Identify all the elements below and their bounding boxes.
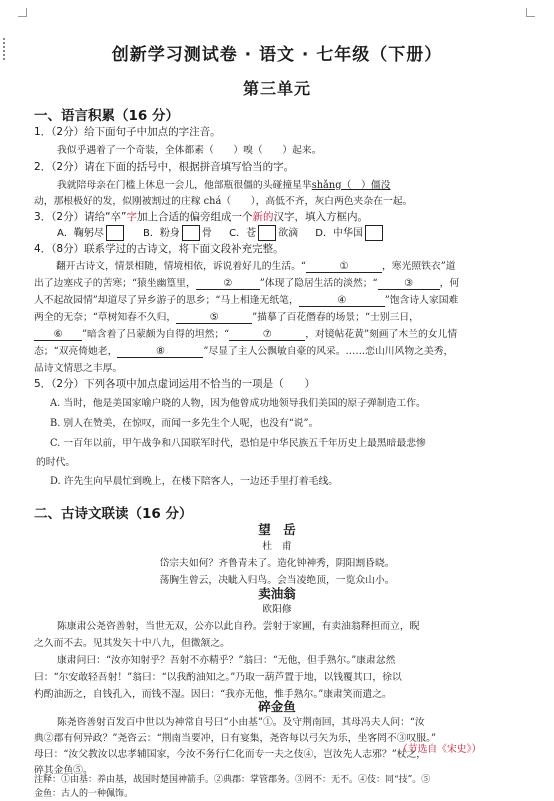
answer-box-d[interactable] bbox=[365, 225, 383, 241]
question-4-line-6 bbox=[34, 343, 453, 358]
poem-title: 望 岳 bbox=[258, 522, 296, 537]
q4-text-8: 两全的无奈；“草树知春不久归， bbox=[34, 312, 177, 323]
question-3-prompt-red-2: 新的 bbox=[252, 211, 274, 223]
blank-8[interactable]: ⑧ bbox=[117, 346, 203, 358]
question-2-line-1: 我就陪母亲在门槛上休息一会儿，他部瓶很僵的头碰撞星芈 bbox=[57, 180, 312, 191]
corner-mark-top-left bbox=[18, 8, 27, 17]
blank-6[interactable]: ⑥ bbox=[34, 329, 82, 341]
q4-text-12: 态；“双亮倚她老， bbox=[34, 346, 118, 357]
option-a-label: A．鞠躬尽 bbox=[57, 228, 104, 239]
question-5-prompt: 5．（2分）下列各项中加点虚词运用不恰当的一项是（ ） bbox=[34, 378, 316, 390]
poem-line-2: 荡胸生曾云，决眦入归鸟。会当凌绝顶，一览众山小。 bbox=[159, 575, 395, 586]
source-citation: （节选自《宋史》） bbox=[398, 744, 482, 755]
question-5-option-d[interactable]: D. 许先生向早晨忙到晚上，在楼下陪客人，一边还手里打着毛线。 bbox=[50, 476, 339, 487]
poem-author: 杜 甫 bbox=[262, 541, 292, 552]
prose-1-line-1: 陈康肃公尧咨善射，当世无双，公亦以此自矜。尝射于家圃，有卖油翁释担而立，睨 bbox=[57, 621, 420, 632]
prose-1-line-4: 曰：“尔安敢轻吾射！”翁曰：“以我酌油知之。”乃取一葫芦置于地，以钱覆其口，徐以 bbox=[34, 672, 402, 683]
q4-text-2: ，寒光照铁衣”道 bbox=[381, 261, 456, 272]
question-4-line-1 bbox=[34, 258, 456, 273]
blank-3[interactable]: ③ bbox=[378, 278, 440, 290]
question-2-line-2: 动，那根极好的发，似刚被割过的庄稼 chá（ ），高低不齐，灰白两色夹杂在一起。 bbox=[34, 196, 413, 207]
q4-text-4: ”体现了隐居生活的淡然；“ bbox=[259, 278, 378, 289]
q4-text-6: 人不起故园情”却道尽了异乡游子的思乡；“马上相逢无纸笔， bbox=[34, 295, 299, 306]
prose-1-line-5: 杓酌油沥之，自钱孔入，而钱不湿。因曰：“我亦无他，惟手熟尔。”康肃笑而遣之。 bbox=[34, 689, 392, 700]
question-1-prompt: 1．（2分）给下面句子中加点的字注音。 bbox=[34, 126, 221, 138]
notes-line-1: 注释：①由基：养由基，战国时楚国神箭手。②典郡：掌管郡务。③罔不：无不。④伎：同“技”。⑤ bbox=[34, 775, 431, 785]
notes-line-2: 金鱼：古人的一种佩饰。 bbox=[34, 789, 134, 799]
answer-box-c[interactable] bbox=[258, 225, 276, 241]
prose-2-title: 碎金鱼 bbox=[258, 699, 296, 714]
poem-line-1: 岱宗夫如何？齐鲁青未了。造化钟神秀，阴阳割昏晓。 bbox=[159, 558, 395, 569]
question-2-prompt: 2．（2分）请在下面的括号中，根据拼音填写恰当的字。 bbox=[34, 161, 295, 173]
question-4-line-7: 品诗文情思之丰厚。 bbox=[34, 363, 123, 374]
question-4-line-3 bbox=[34, 292, 458, 307]
q4-text-1: 翻开古诗文，情景相随，情境相依，诉说着好儿的生活。“ bbox=[56, 261, 306, 272]
q4-text-11: ，对镜帖花黄”刻画了木兰的女儿情 bbox=[305, 329, 458, 340]
question-4-line-2 bbox=[34, 275, 459, 290]
blank-4[interactable]: ④ bbox=[299, 295, 385, 307]
answer-box-a[interactable] bbox=[106, 225, 124, 241]
question-1-line: 我似乎遇着了一个奇装，全体都素（ ）嗅（ ）起来。 bbox=[57, 145, 322, 156]
q4-text-10: ”暗含着了吕蒙颇为自得的坦然；“ bbox=[82, 329, 230, 340]
question-3-prompt-a: 3．（2分）请给“卒” bbox=[34, 211, 127, 223]
question-3-prompt-b: 加上合适的偏旁组成一个 bbox=[137, 211, 253, 223]
unit-title: 第三单元 bbox=[242, 79, 311, 98]
option-d-label: D．中华国 bbox=[315, 228, 363, 239]
prose-1-line-3: 康肃问曰：“汝亦知射乎？吾射不亦精乎？”翁曰：“无他，但手熟尔。”康肃忿然 bbox=[57, 655, 396, 666]
blank-7[interactable]: ⑦ bbox=[229, 329, 305, 341]
prose-1-title: 卖油翁 bbox=[258, 586, 296, 601]
option-c-suffix: 欲滴 bbox=[278, 228, 299, 239]
prose-2-line-3: 母曰：“汝父教汝以忠孝辅国家，今汝不务行仁化而专一夫之伎④，岂汝先人志邪？”杖之， bbox=[34, 749, 427, 760]
question-3-prompt bbox=[34, 209, 368, 224]
q4-text-13: ”尽显了主人公飘敏自豪的风采。……恋山川风物之美秀， bbox=[203, 346, 454, 357]
q4-text-3: 出了边塞戍子的苦寒；“猿坐幽篁里， bbox=[34, 278, 196, 289]
prose-1-author: 欧阳修 bbox=[262, 604, 292, 615]
q4-text-7: ”饱含诗人家国难 bbox=[384, 295, 459, 306]
section-heading-classical: 二、古诗文联读（16 分） bbox=[34, 506, 193, 522]
option-b-suffix: 骨 bbox=[201, 228, 212, 239]
prose-2-line-2: 典②郡有何异政？”尧咨云：“荆南当要冲，日有宴集，尧咨每以弓矢为乐，坐客罔不③叹服。” bbox=[34, 733, 436, 744]
question-2-pinyin: shǎng（ ）僵没 bbox=[311, 180, 391, 191]
answer-box-b[interactable] bbox=[182, 225, 200, 241]
question-5-option-c[interactable]: C. 一百年以前，甲午战争和八国联军时代，恐怕是中华民族五千年历史上最黑暗最悲惨 bbox=[50, 438, 426, 449]
page-title: 创新学习测试卷 · 语文 · 七年级（下册） bbox=[111, 45, 443, 65]
question-5-option-a[interactable]: A. 当时，他是美国家喻户晓的人物，因为他曾成功地领导我们美国的原子弹制造工作。 bbox=[50, 398, 426, 409]
corner-mark-top-right bbox=[526, 8, 535, 17]
question-4-line-5 bbox=[34, 326, 457, 341]
question-3-prompt-red-1: 字 bbox=[126, 211, 137, 223]
question-5-option-c-cont: 的时代。 bbox=[36, 457, 76, 468]
section-heading-language: 一、语言积累（16 分） bbox=[34, 108, 179, 124]
prose-1-line-2: 之久而不去。见其发矢十中八九，但微颔之。 bbox=[34, 638, 230, 649]
question-4-prompt: 4．（8分）联系学过的古诗文，将下面文段补充完整。 bbox=[34, 243, 284, 255]
prose-2-line-1: 陈尧咨善射百发百中世以为神常自号曰“小由基”①。及守荆南回，其母冯夫人问：“汝 bbox=[57, 717, 425, 728]
prose-2-line-4: 碎其金鱼⑤。 bbox=[34, 765, 93, 776]
option-b-label: B．粉身 bbox=[143, 228, 180, 239]
question-5-option-b[interactable]: B. 别人在赞美，在惊叹，而闻一多先生个人呢，也没有“说”。 bbox=[50, 418, 319, 429]
blank-1[interactable]: ① bbox=[306, 261, 382, 273]
question-4-line-4 bbox=[34, 309, 419, 324]
blank-2[interactable]: ② bbox=[196, 278, 260, 290]
option-c-label: C．苍 bbox=[229, 228, 257, 239]
q4-text-5: ，何 bbox=[439, 278, 460, 289]
blank-5[interactable]: ⑤ bbox=[176, 312, 252, 324]
question-3-options bbox=[57, 224, 385, 241]
question-3-prompt-c: 汉字，填入方框内。 bbox=[273, 211, 368, 223]
q4-text-9: ”描摹了百花僭春的场景；“士别三日， bbox=[252, 312, 419, 323]
